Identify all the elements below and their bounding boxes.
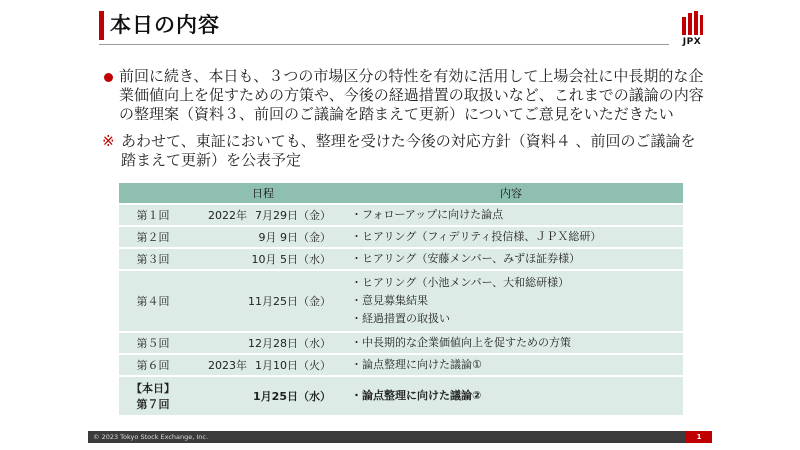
row-item: ・ ヒアリング（フィデリティ投信様、ＪＰＸ総研）	[351, 228, 683, 246]
row-item: ・ 論点整理に向けた議論②	[351, 387, 683, 405]
title-divider	[99, 44, 669, 45]
row-item: ・ ヒアリング（小池メンバー、大和総研様）	[351, 274, 683, 292]
row-date-text: 7月29日（金）	[255, 209, 331, 222]
today-label: 【本日】	[131, 382, 175, 395]
row-no: 第５回	[119, 333, 187, 353]
header-content: 内容	[339, 183, 683, 203]
jpx-logo-icon	[681, 11, 703, 35]
row-date-text: 12月28日（水）	[248, 337, 331, 350]
table-row-today	[119, 377, 683, 415]
row-content	[339, 205, 683, 225]
row-item: ・ ヒアリング（安藤メンバー、みずほ証券様）	[351, 250, 683, 268]
footer-bar	[88, 431, 712, 443]
row-content	[339, 355, 683, 375]
bullet-dot-icon	[104, 73, 113, 82]
row-date	[187, 355, 339, 375]
row-date	[187, 333, 339, 353]
row-content	[339, 227, 683, 247]
row-no-text: 第７回	[136, 398, 170, 411]
row-date-text: 9月 9日（金）	[258, 231, 331, 244]
table-row	[119, 271, 683, 331]
bullet-text: 前回に続き、本日も、３つの市場区分の特性を有効に活用して上場会社に中長期的な企業価値向上を促すための方策や、今後の経過措置の取扱いなど、これまでの議論の内容の整理案（資料３、前回のご議論を踏まえて更新）についてご意見をいただきたい	[119, 67, 704, 123]
table-row	[119, 205, 683, 225]
row-date-text: 10月 5日（水）	[251, 253, 331, 266]
row-no: 第１回	[119, 205, 187, 225]
page-number: 1	[686, 431, 712, 443]
row-date	[187, 249, 339, 269]
header-no	[119, 183, 187, 203]
row-date	[187, 377, 339, 415]
row-item: ・ 論点整理に向けた議論①	[351, 356, 683, 374]
row-date	[187, 227, 339, 247]
copyright: © 2023 Tokyo Stock Exchange, Inc.	[93, 433, 209, 441]
note-text: あわせて、東証においても、整理を受けた今後の対応方針（資料４ 、前回のご議論を踏まえて更新）を公表予定	[121, 132, 696, 169]
header-date: 日程	[187, 183, 339, 203]
row-no: 第３回	[119, 249, 187, 269]
note-mark: ※	[102, 132, 115, 150]
jpx-logo	[678, 11, 706, 51]
title-accent-bar	[99, 11, 104, 40]
row-date-text: 1月25日（水）	[253, 390, 331, 403]
row-no: 第６回	[119, 355, 187, 375]
row-item: ・ 意見募集結果	[351, 292, 683, 310]
row-item: ・ フォローアップに向けた論点	[351, 206, 683, 224]
row-date-text: 11月25日（金）	[248, 295, 331, 308]
row-item: ・ 中長期的な企業価値向上を促すための方策	[351, 334, 683, 352]
table-header-row	[119, 183, 683, 203]
row-content	[339, 377, 683, 415]
table-row	[119, 355, 683, 375]
table-row	[119, 249, 683, 269]
row-content	[339, 333, 683, 353]
row-no	[119, 377, 187, 415]
row-content	[339, 271, 683, 331]
table-row	[119, 227, 683, 247]
row-no: 第４回	[119, 271, 187, 331]
row-date-text: 1月10日（火）	[255, 359, 331, 372]
schedule-table	[119, 181, 683, 417]
table-row	[119, 333, 683, 353]
row-year: 2023年	[208, 359, 247, 372]
row-year: 2022年	[208, 209, 247, 222]
row-date	[187, 205, 339, 225]
logo-text: JPX	[682, 37, 702, 47]
row-no: 第２回	[119, 227, 187, 247]
row-content	[339, 249, 683, 269]
page-title: 本日の内容	[110, 13, 220, 37]
row-date	[187, 271, 339, 331]
row-item: ・ 経過措置の取扱い	[351, 310, 683, 328]
